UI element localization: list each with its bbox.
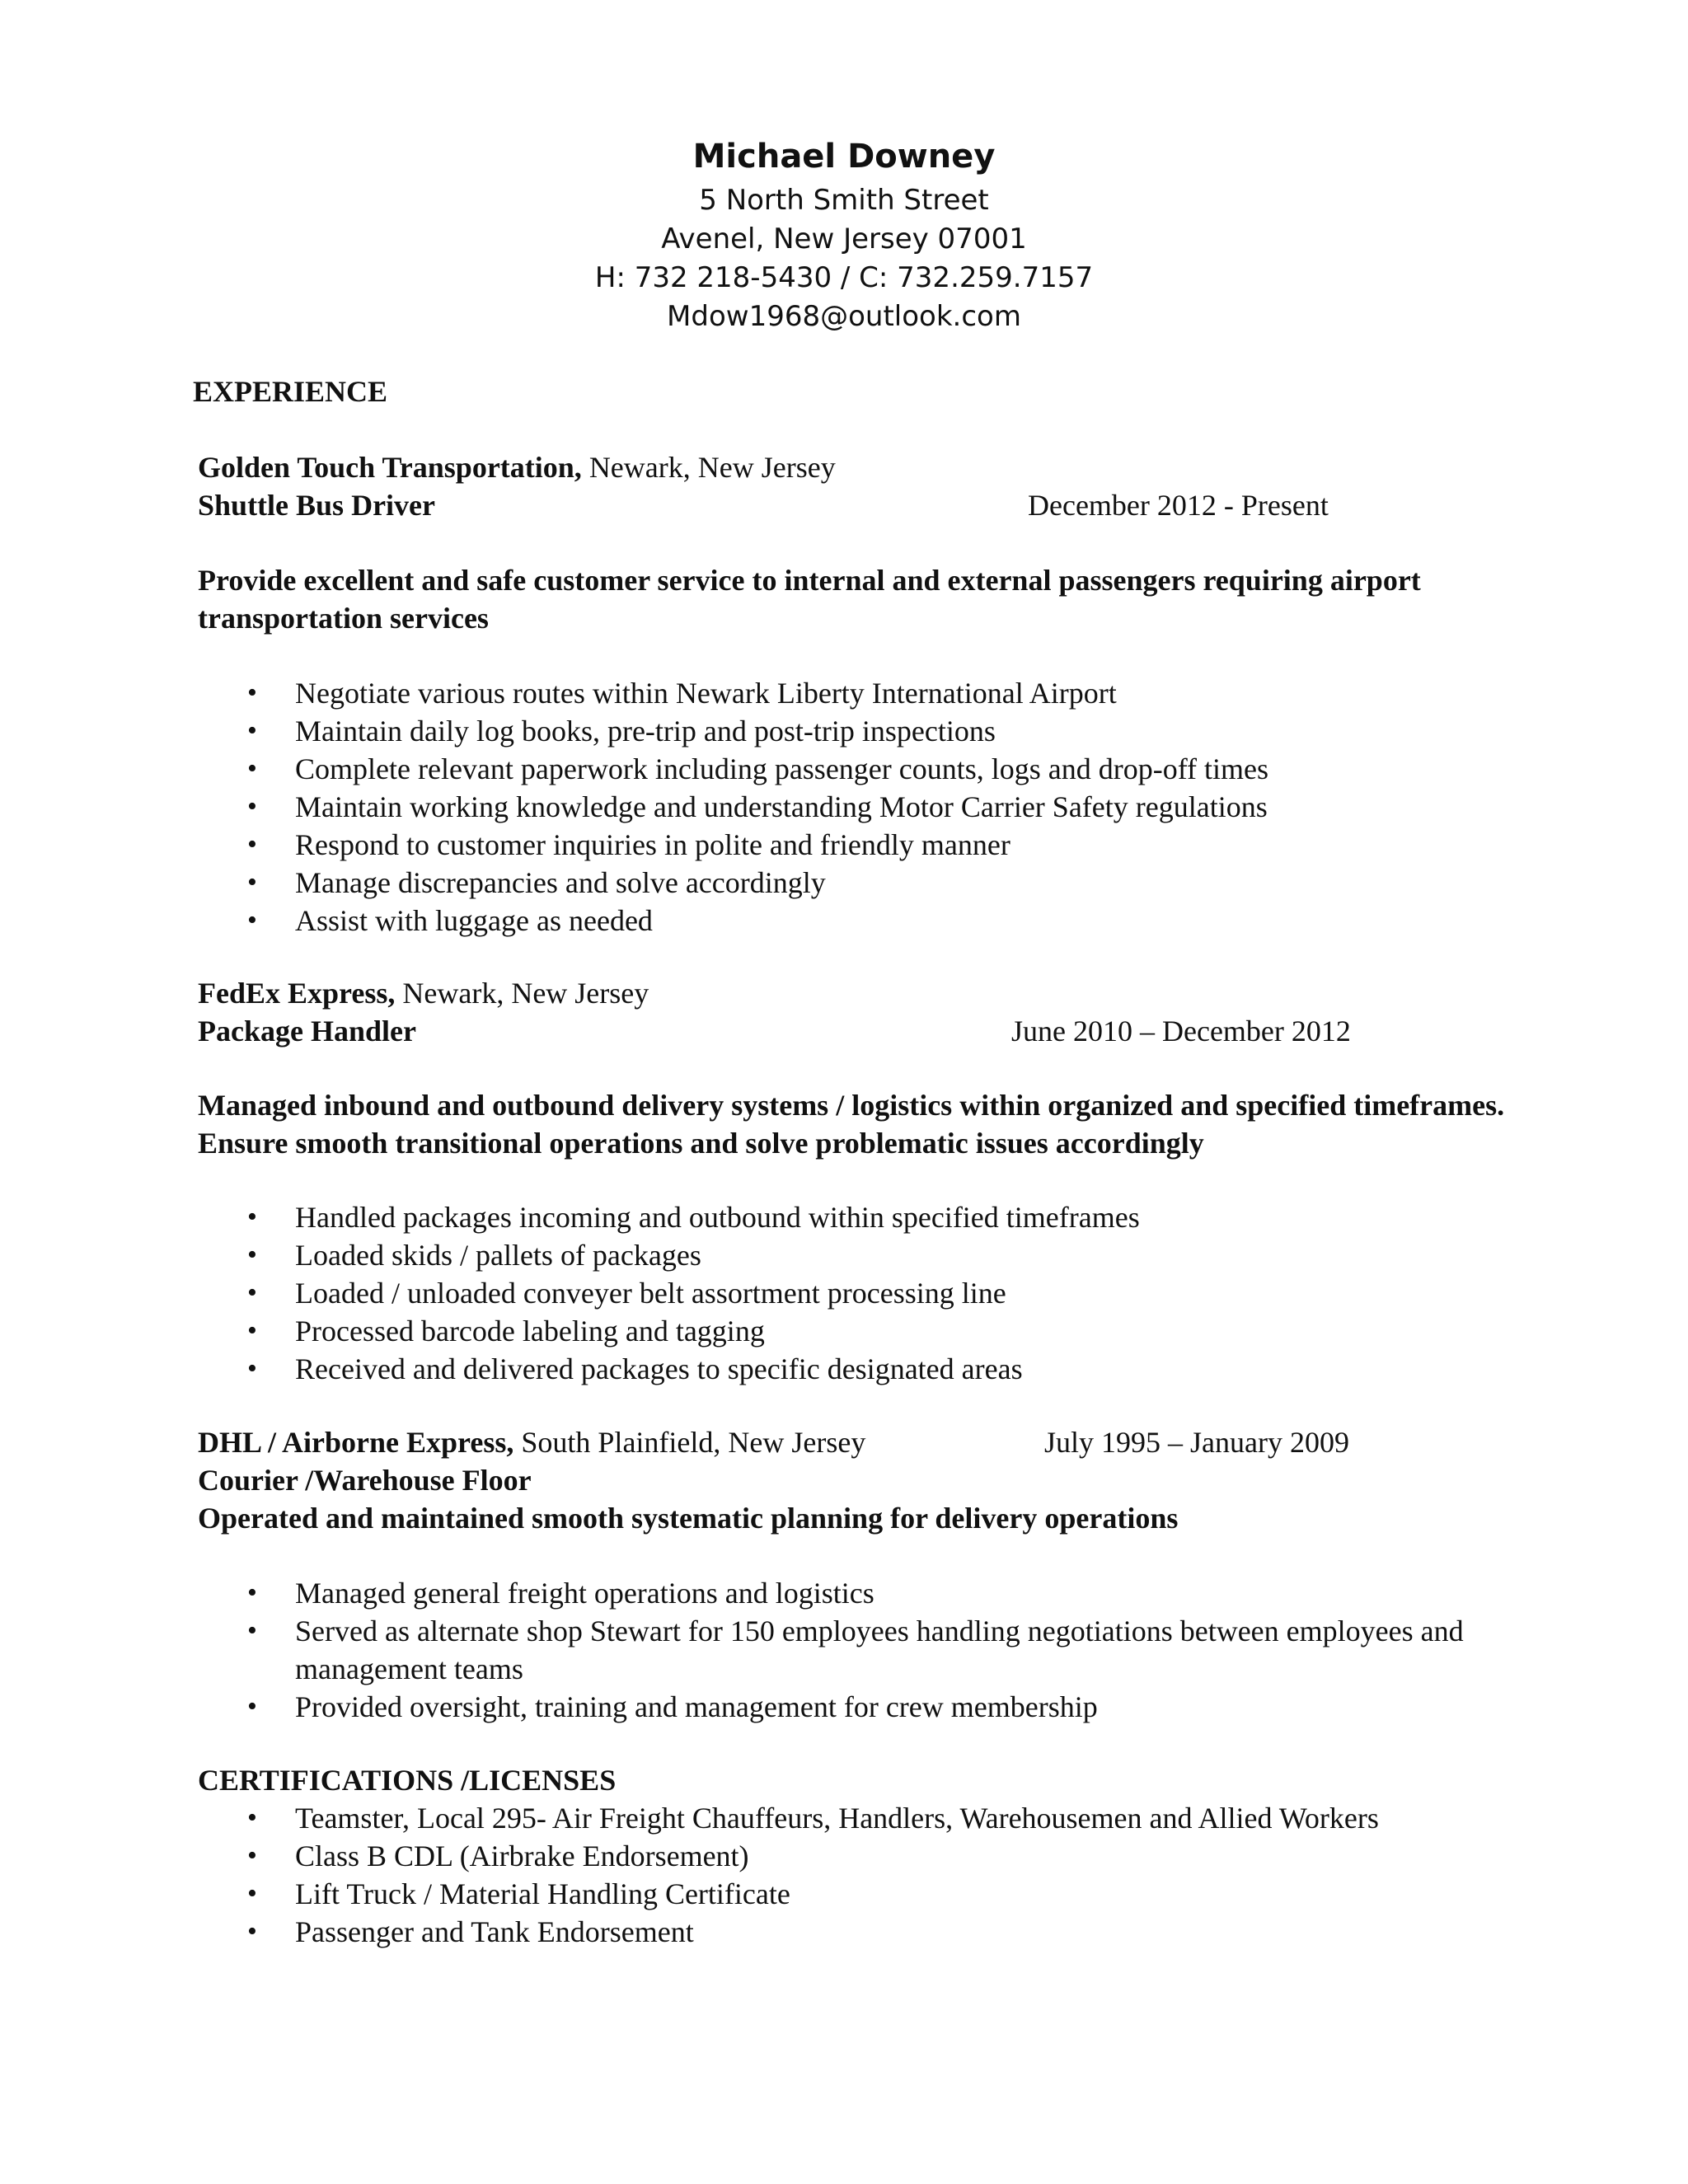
list-item: • Maintain daily log books, pre-trip and post-trip inspections — [198, 712, 1434, 750]
bullet-icon: • — [247, 1202, 257, 1232]
job-3-duties — [198, 1574, 1467, 1726]
job-2-duties — [198, 1198, 1434, 1388]
job-2-location: Newark, New Jersey — [395, 977, 649, 1010]
bullet-icon: • — [247, 1277, 257, 1308]
job-1-dates: December 2012 - Present — [1028, 489, 1329, 522]
candidate-name: Michael Downey — [692, 138, 996, 176]
list-item: • Loaded skids / pallets of packages — [198, 1236, 1434, 1274]
address-line-2: Avenel, New Jersey 07001 — [661, 223, 1027, 255]
job-1-summary: Provide excellent and safe customer service to internal and external passengers requiring airport transportation services — [198, 564, 1421, 635]
job-2-company: FedEx Express, — [198, 977, 396, 1010]
list-item: • Loaded / unloaded conveyer belt assortment processing line — [198, 1274, 1434, 1312]
list-item: • Processed barcode labeling and tagging — [198, 1312, 1434, 1350]
job-1-duties — [198, 674, 1434, 940]
certifications-list — [198, 1799, 1467, 1951]
bullet-icon: • — [247, 1315, 257, 1346]
bullet-icon: • — [247, 753, 257, 784]
list-item: • Teamster, Local 295- Air Freight Chauffeurs, Handlers, Warehousemen and Allied Workers — [198, 1799, 1467, 1837]
bullet-icon: • — [247, 1840, 257, 1871]
experience-heading: EXPERIENCE — [193, 375, 388, 408]
certifications-heading: CERTIFICATIONS /LICENSES — [198, 1764, 617, 1797]
list-item: • Managed general freight operations and logistics — [198, 1574, 1467, 1612]
bullet-icon: • — [247, 715, 257, 746]
bullet-icon: • — [247, 1240, 257, 1270]
job-2-title: Package Handler — [198, 1015, 416, 1047]
phone-numbers: H: 732 218-5430 / C: 732.259.7157 — [594, 261, 1094, 294]
list-item: • Negotiate various routes within Newark Liberty International Airport — [198, 674, 1434, 712]
job-1-title: Shuttle Bus Driver — [198, 489, 435, 522]
list-item: • Class B CDL (Airbrake Endorsement) — [198, 1837, 1467, 1875]
bullet-icon: • — [247, 1577, 257, 1608]
bullet-icon: • — [247, 1615, 257, 1646]
list-item: • Assist with luggage as needed — [198, 902, 1434, 940]
job-3-location: South Plainfield, New Jersey — [513, 1426, 866, 1459]
bullet-icon: • — [247, 1878, 257, 1909]
bullet-icon: • — [247, 677, 257, 708]
list-item: • Passenger and Tank Endorsement — [198, 1913, 1467, 1951]
list-item: • Handled packages incoming and outbound within specified timeframes — [198, 1198, 1434, 1236]
job-3-company-line — [198, 1423, 865, 1461]
list-item: • Respond to customer inquiries in polite and friendly manner — [198, 826, 1434, 864]
job-1-company-line — [198, 448, 836, 486]
job-2-dates: June 2010 – December 2012 — [1011, 1015, 1351, 1047]
bullet-icon: • — [247, 1691, 257, 1722]
job-3-title: Courier /Warehouse Floor — [198, 1464, 532, 1497]
list-item: • Lift Truck / Material Handling Certificate — [198, 1875, 1467, 1913]
job-3-company: DHL / Airborne Express, — [198, 1426, 514, 1459]
list-item: • Received and delivered packages to specific designated areas — [198, 1350, 1434, 1388]
job-2-company-line — [198, 974, 649, 1012]
email-address: Mdow1968@outlook.com — [667, 300, 1021, 333]
job-1-company: Golden Touch Transportation, — [198, 451, 582, 484]
list-item: • Complete relevant paperwork including passenger counts, logs and drop-off times — [198, 750, 1434, 788]
address-line-1: 5 North Smith Street — [699, 184, 989, 217]
list-item: • Manage discrepancies and solve accordingly — [198, 864, 1434, 902]
bullet-icon: • — [247, 829, 257, 860]
job-3-dates: July 1995 – January 2009 — [1044, 1426, 1349, 1459]
bullet-icon: • — [247, 1916, 257, 1947]
list-item: • Maintain working knowledge and understanding Motor Carrier Safety regulations — [198, 788, 1434, 826]
resume-header — [0, 132, 1688, 336]
list-item: • Served as alternate shop Stewart for 150 employees handling negotiations between employees and management teams — [198, 1612, 1467, 1688]
list-item: • Provided oversight, training and management for crew membership — [198, 1688, 1467, 1726]
bullet-icon: • — [247, 905, 257, 935]
job-1-location: Newark, New Jersey — [581, 451, 836, 484]
bullet-icon: • — [247, 791, 257, 822]
bullet-icon: • — [247, 1353, 257, 1384]
bullet-icon: • — [247, 867, 257, 898]
job-2-summary: Managed inbound and outbound delivery systems / logistics within organized and specified timeframes. Ensure smooth transitional operations and solve problematic issues accordingly — [198, 1089, 1505, 1160]
job-3-summary: Operated and maintained smooth systematic planning for delivery operations — [198, 1502, 1179, 1535]
bullet-icon: • — [247, 1802, 257, 1833]
